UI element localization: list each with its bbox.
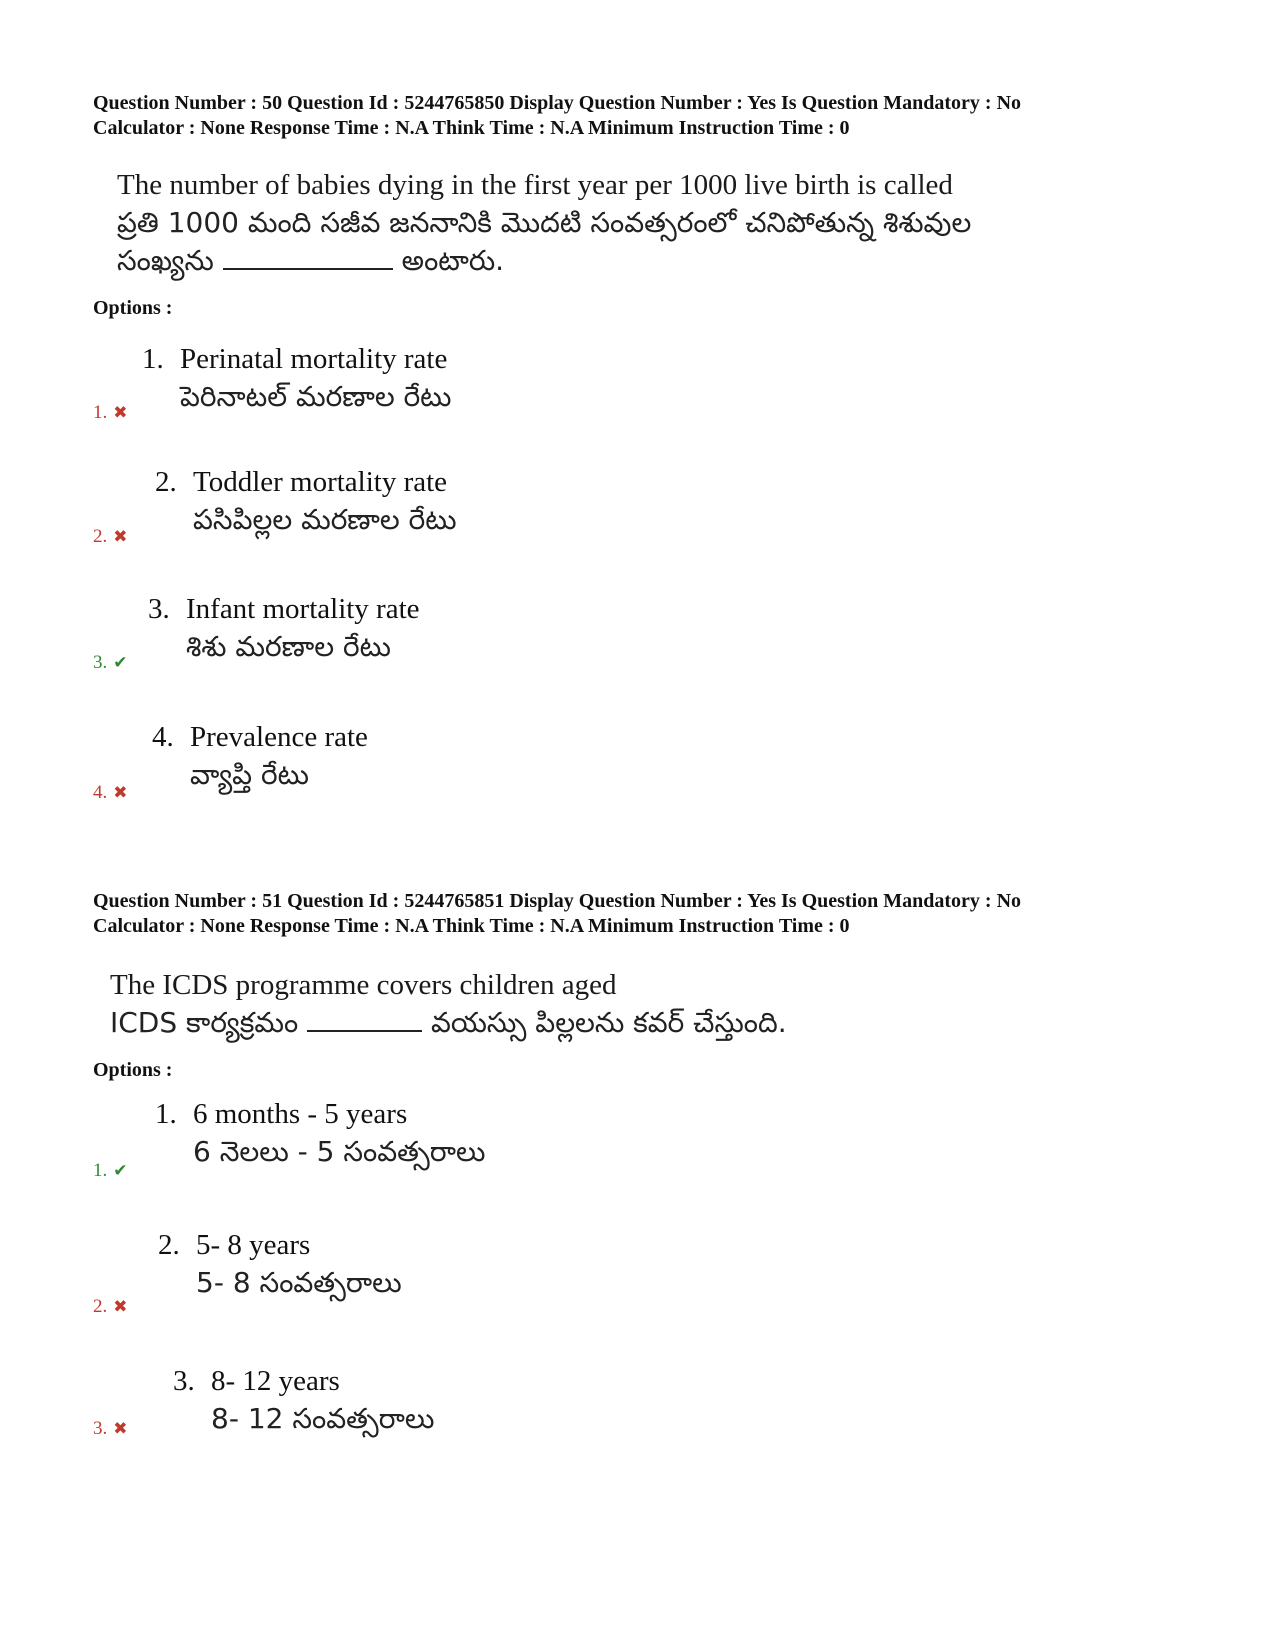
question-text-te-line2 — [117, 242, 971, 280]
option-text-en: Perinatal mortality rate — [180, 343, 448, 375]
option-status-label: 1. — [93, 402, 108, 423]
option-text-en: 8- 12 years — [211, 1365, 340, 1397]
options-label: Options : — [93, 297, 173, 319]
answer-blank — [307, 1030, 422, 1032]
option-status-label: 4. — [93, 782, 108, 803]
option-status-label: 1. — [93, 1160, 108, 1181]
question-meta-line2: Calculator : None Response Time : N.A Think Time : N.A Minimum Instruction Time : 0 — [93, 117, 850, 139]
option-status — [93, 526, 128, 548]
question-text-en: The ICDS programme covers children aged — [110, 969, 617, 1001]
option-text-te: పసిపిల్లల మరణాల రేటు — [193, 503, 457, 536]
option-item — [173, 1362, 434, 1438]
option-text-te: 6 నెలలు - 5 సంవత్సరాలు — [193, 1135, 486, 1168]
option-status-label: 2. — [93, 1296, 108, 1317]
option-text-te: 5- 8 సంవత్సరాలు — [196, 1266, 402, 1299]
option-item — [142, 340, 451, 416]
option-text-te: పెరినాటల్ మరణాల రేటు — [180, 380, 452, 413]
option-status — [93, 652, 128, 674]
option-item — [155, 463, 457, 539]
option-status-label: 3. — [93, 652, 108, 673]
option-text-en: 5- 8 years — [196, 1229, 311, 1261]
option-number: 2. — [155, 466, 177, 498]
cross-icon: ✖ — [113, 527, 128, 547]
question-text-te-line1: ప్రతి 1000 మంది సజీవ జననానికి మొదటి సంవత్సరంలో చనిపోతున్న శిశువుల — [117, 206, 972, 239]
question-text-te-part1: సంఖ్యను — [117, 244, 214, 277]
question-text-te-part1: ICDS కార్యక్రమం — [110, 1006, 299, 1039]
option-item — [158, 1226, 402, 1302]
option-number: 1. — [142, 343, 164, 375]
question-text-en: The number of babies dying in the first year per 1000 live birth is called — [117, 169, 953, 201]
check-icon: ✔ — [113, 1161, 128, 1181]
option-status — [93, 782, 128, 804]
option-item — [152, 718, 368, 794]
option-text-te: శిశు మరణాల రేటు — [186, 630, 391, 663]
question-meta-line2: Calculator : None Response Time : N.A Think Time : N.A Minimum Instruction Time : 0 — [93, 915, 850, 937]
option-text-te: వ్యాప్తి రేటు — [190, 758, 309, 791]
cross-icon: ✖ — [113, 1297, 128, 1317]
question-text — [117, 166, 971, 280]
option-status — [93, 1418, 128, 1440]
option-number: 1. — [155, 1098, 177, 1130]
option-number: 3. — [148, 593, 170, 625]
option-status-label: 2. — [93, 526, 108, 547]
answer-blank — [223, 268, 393, 270]
option-status-label: 3. — [93, 1418, 108, 1439]
question-meta-line1: Question Number : 50 Question Id : 5244765850 Display Question Number : Yes Is Question Mandatory : No — [93, 92, 1022, 114]
question-text — [110, 966, 787, 1042]
option-number: 3. — [173, 1365, 195, 1397]
option-status — [93, 402, 128, 424]
option-status — [93, 1296, 128, 1318]
option-text-en: Prevalence rate — [190, 721, 368, 753]
option-text-te: 8- 12 సంవత్సరాలు — [211, 1402, 435, 1435]
option-number: 2. — [158, 1229, 180, 1261]
option-text-en: Infant mortality rate — [186, 593, 420, 625]
option-text-en: 6 months - 5 years — [193, 1098, 408, 1130]
question-meta-line1: Question Number : 51 Question Id : 5244765851 Display Question Number : Yes Is Question Mandatory : No — [93, 890, 1022, 912]
options-label: Options : — [93, 1059, 173, 1081]
option-status — [93, 1160, 128, 1182]
option-item — [148, 590, 420, 666]
cross-icon: ✖ — [113, 403, 128, 423]
question-text-te-line1 — [110, 1004, 787, 1042]
check-icon: ✔ — [113, 653, 128, 673]
cross-icon: ✖ — [113, 1419, 128, 1439]
question-text-te-part2: అంటారు. — [401, 244, 505, 277]
option-text-en: Toddler mortality rate — [193, 466, 448, 498]
cross-icon: ✖ — [113, 783, 128, 803]
question-text-te-part2: వయస్సు పిల్లలను కవర్ చేస్తుంది. — [431, 1006, 787, 1039]
option-number: 4. — [152, 721, 174, 753]
option-item — [155, 1095, 485, 1171]
